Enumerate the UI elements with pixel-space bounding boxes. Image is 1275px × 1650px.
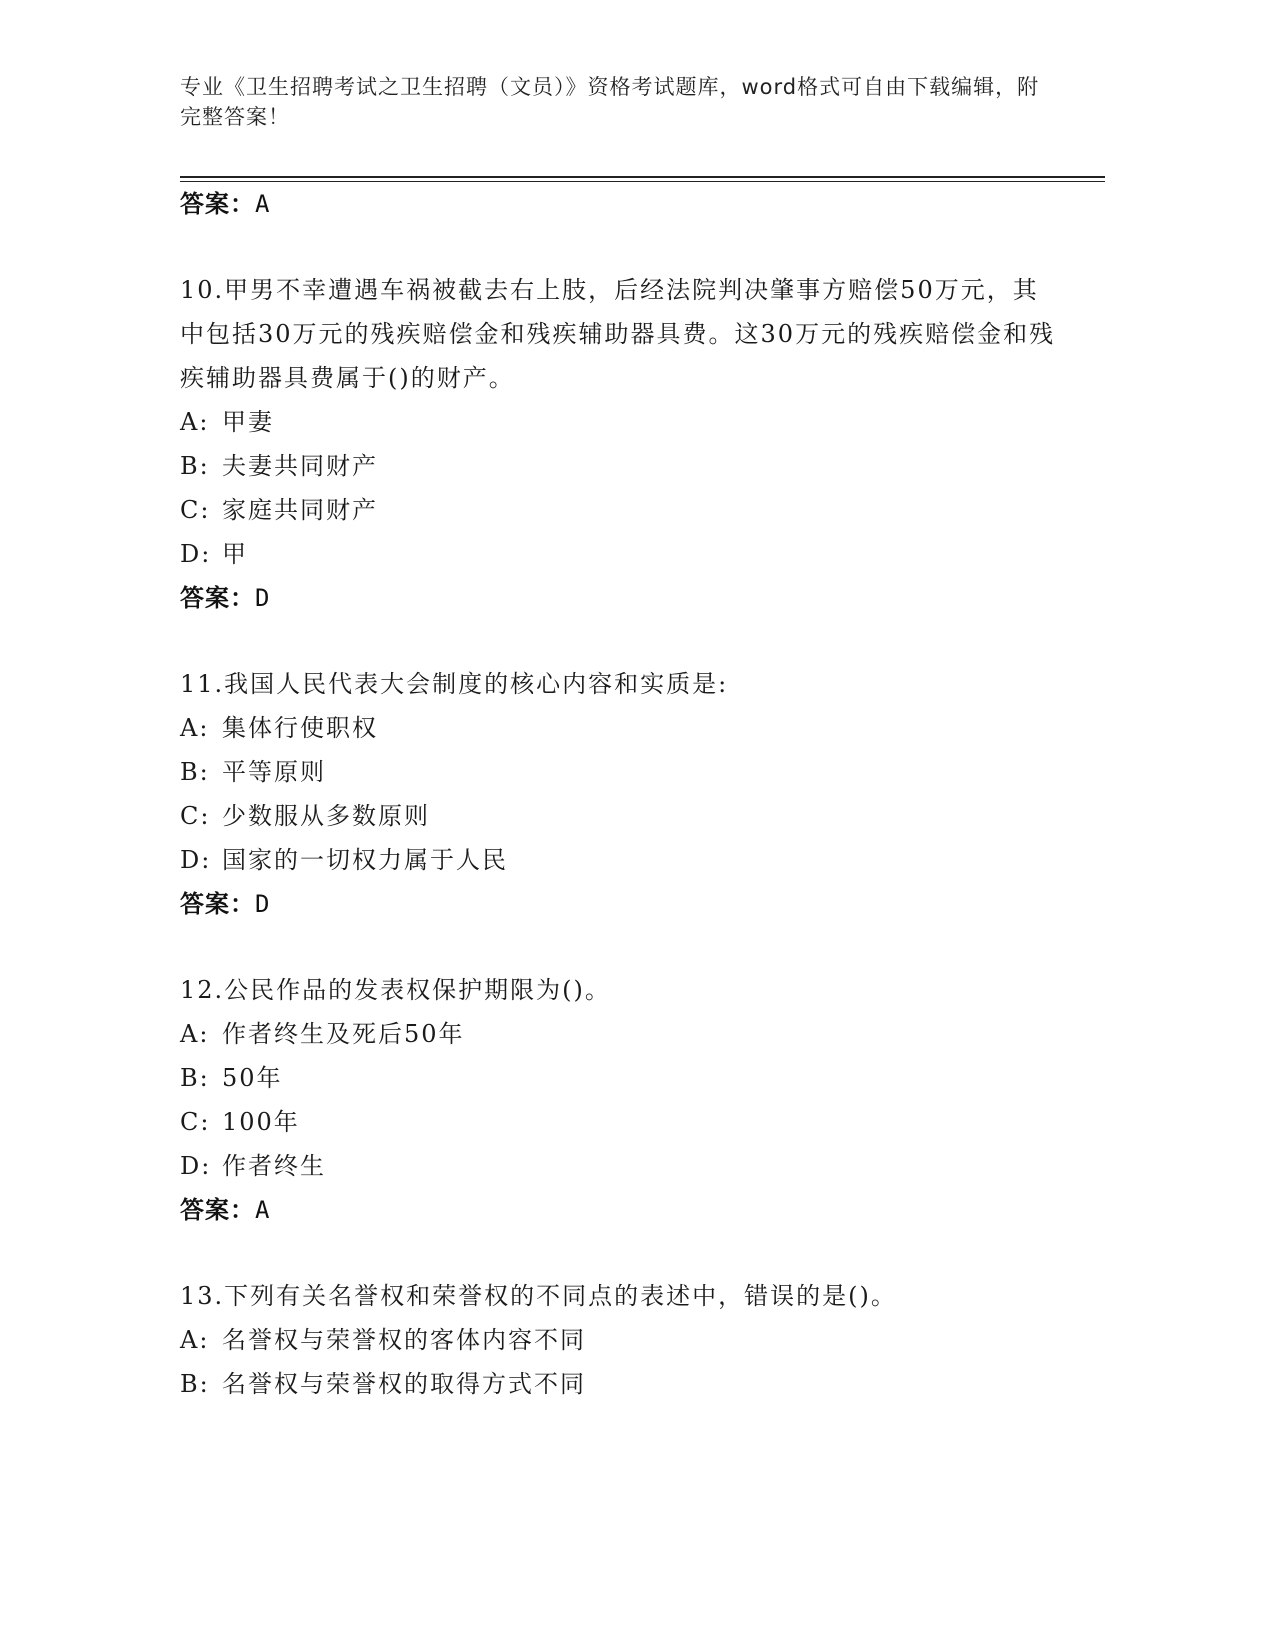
option-text: 甲妻 <box>222 408 274 436</box>
option-text: 100年 <box>222 1108 300 1136</box>
answer-label: 答案： <box>180 1196 255 1224</box>
option-text: 名誉权与荣誉权的取得方式不同 <box>222 1370 586 1398</box>
option-key: A: <box>180 714 210 742</box>
option-text: 名誉权与荣誉权的客体内容不同 <box>222 1326 586 1354</box>
option-text: 集体行使职权 <box>222 714 378 742</box>
answer-line <box>180 1188 1060 1232</box>
option-a <box>180 706 1060 750</box>
option-c <box>180 794 1060 838</box>
spacer <box>180 1232 1060 1274</box>
spacer <box>180 226 1060 268</box>
question-11 <box>180 662 1060 926</box>
answer-line <box>180 182 1060 226</box>
question-list <box>180 180 1060 1406</box>
option-key: C: <box>180 496 211 524</box>
option-text: 夫妻共同财产 <box>222 452 378 480</box>
question-text: 下列有关名誉权和荣誉权的不同点的表述中，错误的是()。 <box>224 1282 897 1310</box>
question-text: 公民作品的发表权保护期限为()。 <box>224 976 611 1004</box>
option-key: D: <box>180 540 212 568</box>
option-a <box>180 400 1060 444</box>
question-number: 13. <box>180 1282 225 1310</box>
option-text: 作者终生及死后50年 <box>222 1020 465 1048</box>
question-number: 11. <box>180 670 225 698</box>
option-c <box>180 488 1060 532</box>
question-10 <box>180 268 1060 620</box>
option-a <box>180 1012 1060 1056</box>
option-c <box>180 1100 1060 1144</box>
option-key: C: <box>180 802 211 830</box>
document-header: 专业《卫生招聘考试之卫生招聘（文员）》资格考试题库，word格式可自由下载编辑，附完整答案！ <box>180 75 1040 129</box>
header-divider-thick <box>180 176 1105 178</box>
option-d <box>180 532 1060 576</box>
option-text: 平等原则 <box>222 758 326 786</box>
option-key: A: <box>180 1020 210 1048</box>
answer-value: A <box>255 190 271 218</box>
question-text: 我国人民代表大会制度的核心内容和实质是: <box>224 670 729 698</box>
option-b <box>180 750 1060 794</box>
question-text: 甲男不幸遭遇车祸被截去右上肢，后经法院判决肇事方赔偿50万元，其中包括30万元的残疾赔偿金和残疾辅助器具费。这30万元的残疾赔偿金和残疾辅助器具费属于()的财产。 <box>180 276 1056 392</box>
spacer <box>180 926 1060 968</box>
answer-value: D <box>255 890 271 918</box>
answer-value: A <box>255 1196 271 1224</box>
option-b <box>180 1362 1060 1406</box>
option-text: 甲 <box>222 540 248 568</box>
option-b <box>180 1056 1060 1100</box>
option-b <box>180 444 1060 488</box>
option-key: C: <box>180 1108 211 1136</box>
option-text: 50年 <box>222 1064 283 1092</box>
option-key: D: <box>180 1152 212 1180</box>
option-key: B: <box>180 1370 210 1398</box>
option-d <box>180 838 1060 882</box>
option-key: A: <box>180 408 210 436</box>
option-key: D: <box>180 846 212 874</box>
option-key: B: <box>180 758 210 786</box>
question-12 <box>180 968 1060 1232</box>
answer-value: D <box>255 584 271 612</box>
option-text: 家庭共同财产 <box>222 496 378 524</box>
option-key: B: <box>180 1064 210 1092</box>
answer-label: 答案： <box>180 890 255 918</box>
option-key: B: <box>180 452 210 480</box>
option-text: 作者终生 <box>222 1152 326 1180</box>
question-number: 10. <box>180 276 225 304</box>
question-number: 12. <box>180 976 225 1004</box>
option-text: 国家的一切权力属于人民 <box>222 846 508 874</box>
option-a <box>180 1318 1060 1362</box>
answer-line <box>180 576 1060 620</box>
answer-line <box>180 882 1060 926</box>
spacer <box>180 620 1060 662</box>
answer-label: 答案： <box>180 584 255 612</box>
option-key: A: <box>180 1326 210 1354</box>
option-d <box>180 1144 1060 1188</box>
option-text: 少数服从多数原则 <box>222 802 430 830</box>
answer-label: 答案： <box>180 190 255 218</box>
question-13 <box>180 1274 1060 1406</box>
